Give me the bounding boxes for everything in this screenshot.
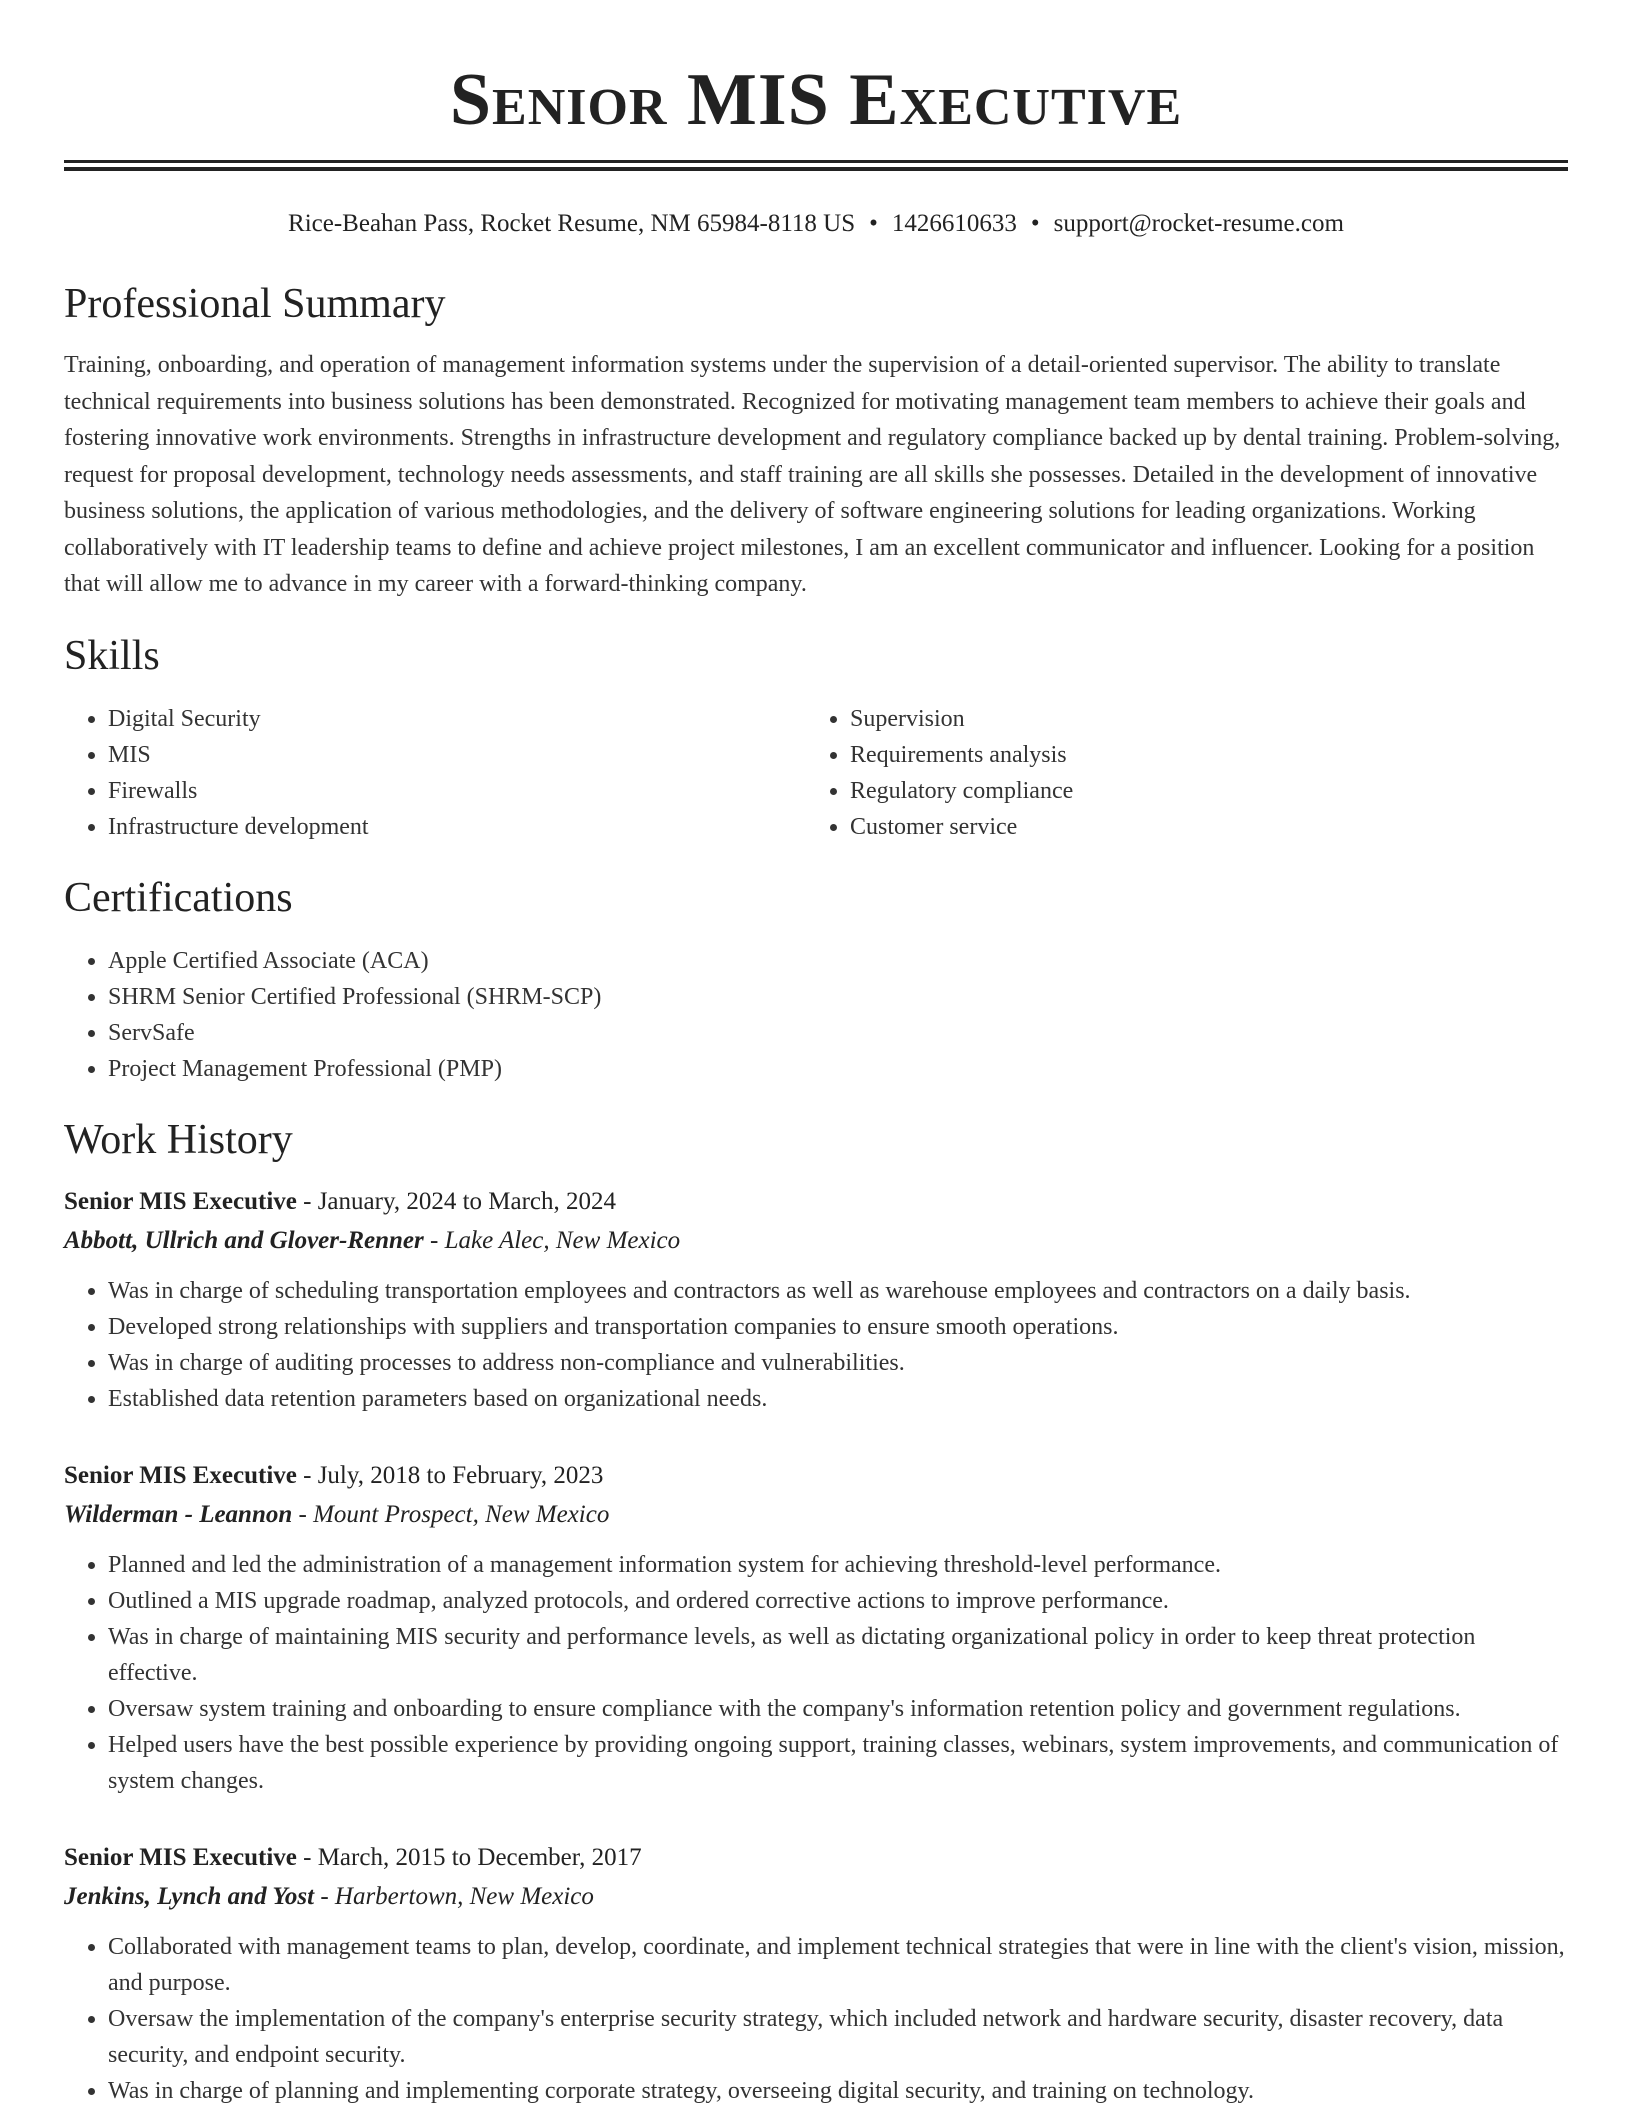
job-header (64, 1457, 1568, 1495)
contact-address: Rice-Beahan Pass, Rocket Resume, NM 65984-8118 US (288, 210, 856, 237)
job-bullet: • Collaborated with management teams to plan, develop, coordinate, and implement technical strategies that were in line with the client's vision, mission, and purpose. (108, 1929, 1568, 2001)
summary-heading: Professional Summary (64, 281, 446, 327)
job-bullet: • Was in charge of scheduling transportation employees and contractors as well as warehouse employees and contractors on a daily basis. (108, 1273, 1568, 1309)
skill-item: • Regulatory compliance (850, 773, 1548, 809)
job-bullets (64, 1547, 1568, 1799)
job-company: Abbott, Ullrich and Glover-Renner (64, 1226, 424, 1254)
skill-item: • Requirements analysis (850, 737, 1548, 773)
job-bullet: • Established data retention parameters based on organizational needs. (108, 1381, 1568, 1417)
job-bullet: • Was in charge of maintaining MIS security and performance levels, as well as dictating organizational policy in order to keep threat protection effective. (108, 1619, 1568, 1691)
skill-item: • Customer service (850, 809, 1548, 845)
job-bullet: • Was in charge of auditing processes to address non-compliance and vulnerabilities. (108, 1345, 1568, 1381)
job-bullet: • Planned and led the administration of a management information system for achieving threshold-level performance. (108, 1547, 1568, 1583)
job-entry (64, 1457, 1568, 1799)
skill-item: • Digital Security (108, 701, 806, 737)
job-header (64, 1183, 1568, 1221)
job-location: - Mount Prospect, New Mexico (292, 1500, 610, 1528)
job-employer (64, 1495, 1568, 1535)
job-title: Senior MIS Executive (64, 1843, 297, 1871)
job-bullet: • Was in charge of planning and implementing corporate strategy, overseeing digital security, and training on technology. (108, 2073, 1568, 2109)
job-title: Senior MIS Executive (64, 1187, 297, 1215)
job-company: Jenkins, Lynch and Yost (64, 1882, 315, 1910)
job-employer (64, 1221, 1568, 1261)
certification-item: • SHRM Senior Certified Professional (SHRM-SCP) (108, 979, 1568, 1015)
title-divider (64, 160, 1568, 171)
job-location: - Harbertown, New Mexico (314, 1882, 594, 1910)
job-bullets (64, 1273, 1568, 1417)
contact-separator: • (1030, 210, 1040, 237)
skill-item: • MIS (108, 737, 806, 773)
job-company: Wilderman - Leannon (64, 1500, 293, 1528)
job-bullet: • Oversaw the implementation of the company's enterprise security strategy, which included network and hardware security, disaster recovery, data security, and endpoint security. (108, 2001, 1568, 2073)
skills-heading: Skills (64, 632, 160, 679)
job-bullet: • Developed strong relationships with suppliers and transportation companies to ensure smooth operations. (108, 1309, 1568, 1345)
certification-item: • Apple Certified Associate (ACA) (108, 943, 1568, 979)
skill-item: • Infrastructure development (108, 809, 806, 845)
certification-item: • ServSafe (108, 1015, 1568, 1051)
certifications-heading: Certifications (64, 874, 293, 921)
work-history-heading: Work History (64, 1116, 293, 1163)
job-entry (64, 1839, 1568, 2109)
job-employer (64, 1877, 1568, 1917)
job-bullet: • Outlined a MIS upgrade roadmap, analyzed protocols, and ordered corrective actions to improve performance. (108, 1583, 1568, 1619)
job-bullet: • Oversaw system training and onboarding to ensure compliance with the company's information retention policy and government regulations. (108, 1691, 1568, 1727)
job-dates: - July, 2018 to February, 2023 (296, 1461, 604, 1489)
skills-column-right (806, 701, 1548, 845)
contact-separator: • (869, 210, 878, 237)
job-bullet: • Helped users have the best possible experience by providing ongoing support, training classes, webinars, system improvements, and communication of system changes. (108, 1727, 1568, 1799)
job-location: - Lake Alec, New Mexico (423, 1226, 681, 1254)
certifications-list (64, 943, 1568, 1087)
job-title: Senior MIS Executive (64, 1461, 297, 1489)
resume-title: Senior MIS Executive (449, 59, 1183, 141)
job-bullets (64, 1929, 1568, 2109)
job-header (64, 1839, 1568, 1877)
contact-phone: 1426610633 (891, 210, 1017, 237)
job-dates: - January, 2024 to March, 2024 (296, 1187, 617, 1215)
skills-list (64, 701, 1568, 845)
skill-item: • Firewalls (108, 773, 806, 809)
job-entry (64, 1183, 1568, 1417)
skills-column-left (64, 701, 806, 845)
contact-email: support@rocket-resume.com (1053, 210, 1344, 237)
summary-text: Training, onboarding, and operation of management information systems under the supervision of a detail-oriented supervisor. The ability to translate technical requirements into business solutions has been demonstrated. Recognized for motivating management team members to achieve their goals and fostering innovative work environments. Strengths in infrastructure development and regulatory compliance backed up by dental training. Problem-solving, request for proposal development, technology needs assessments, and staff training are all skills she possesses. Detailed in the development of innovative business solutions, the application of various methodologies, and the delivery of software engineering solutions for leading organizations. Working collaboratively with IT leadership teams to define and achieve project milestones, I am an excellent communicator and influencer. Looking for a position that will allow me to advance in my career with a forward-thinking company. (64, 352, 1561, 597)
job-dates: - March, 2015 to December, 2017 (296, 1843, 642, 1871)
skill-item: • Supervision (850, 701, 1548, 737)
certification-item: • Project Management Professional (PMP) (108, 1051, 1568, 1087)
contact-line (64, 207, 1568, 241)
